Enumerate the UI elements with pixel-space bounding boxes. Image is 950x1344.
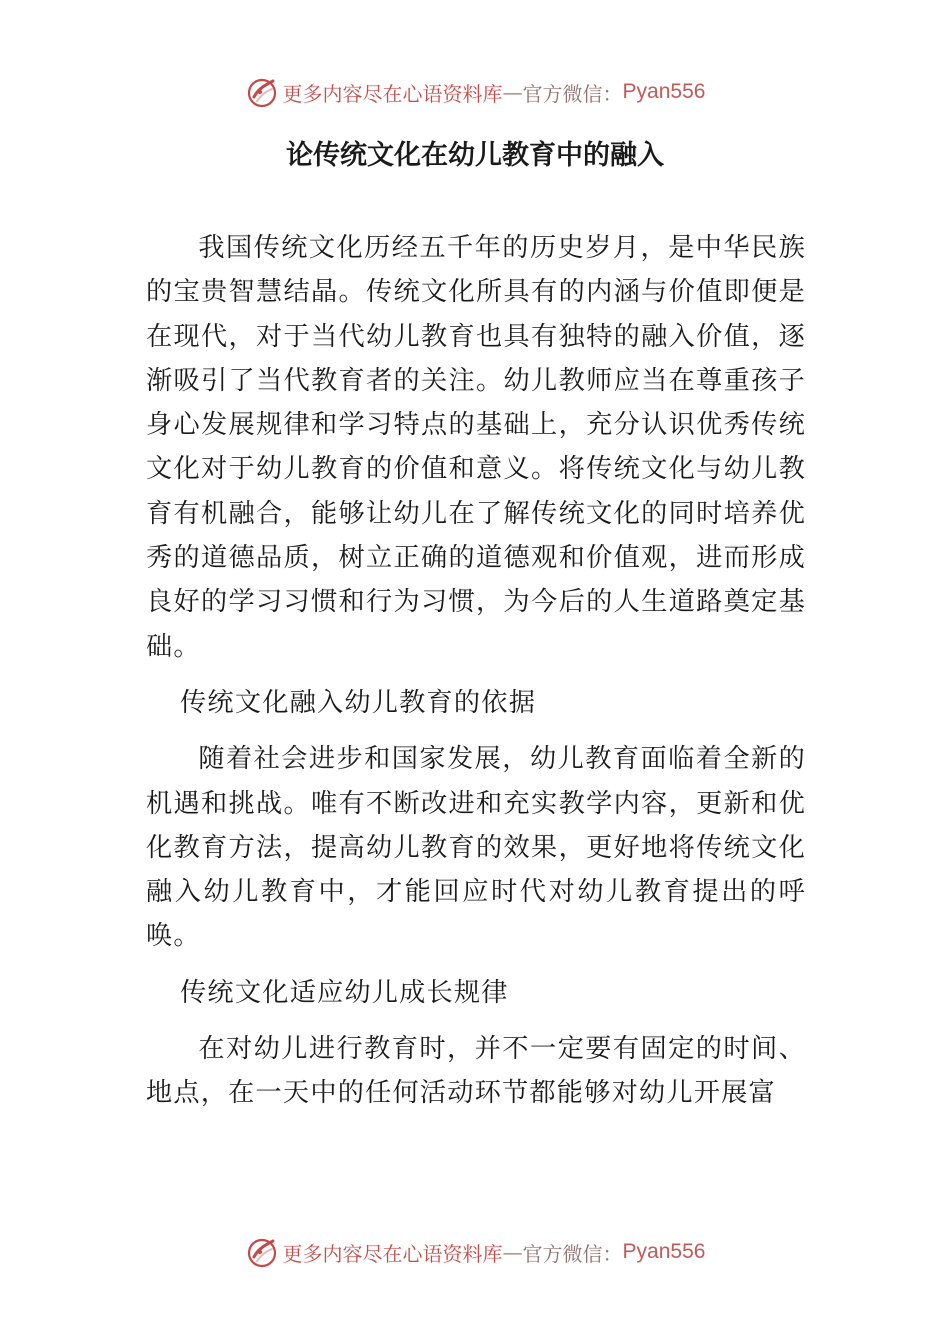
- header-banner: [0, 72, 950, 112]
- separator: —: [502, 1240, 523, 1264]
- wechat-id: Pyan556: [622, 80, 706, 103]
- document-title: 论传统文化在幼儿教育中的融入: [286, 140, 664, 171]
- section-paragraph: 在对幼儿进行教育时，并不一定要有固定的时间、地点，在一天中的任何活动环节都能够对幼儿开展富: [146, 1034, 806, 1109]
- intro-paragraph: 我国传统文化历经五千年的历史岁月，是中华民族的宝贵智慧结晶。传统文化所具有的内涵与价值即便是在现代，对于当代幼儿教育也具有独特的融入价值，逐渐吸引了当代教育者的关注。幼儿教师应当在尊重孩子身心发展规律和学习特点的基础上，充分认识优秀传统文化对于幼儿教育的价值和意义。将传统文化与幼儿教育有机融合，能够让幼儿在了解传统文化的同时培养优秀的道德品质，树立正确的道德观和价值观，进而形成良好的学习习惯和行为习惯，为今后的人生道路奠定基础。: [146, 233, 806, 662]
- document-body: [146, 226, 806, 1116]
- wechat-label: 官方微信：: [522, 1241, 623, 1266]
- brand-text: 更多内容尽在心语资料库: [282, 1241, 503, 1266]
- logo-icon: [245, 75, 279, 109]
- logo-icon: [245, 1235, 279, 1269]
- section-heading: 传统文化适应幼儿成长规律: [180, 977, 509, 1008]
- section-paragraph: 随着社会进步和国家发展，幼儿教育面临着全新的机遇和挑战。唯有不断改进和充实教学内容，更新和优化教育方法，提高幼儿教育的效果，更好地将传统文化融入幼儿教育中，才能回应时代对幼儿教育提出的呼唤。: [146, 744, 806, 952]
- section-heading: 传统文化融入幼儿教育的依据: [180, 687, 537, 718]
- separator: —: [502, 80, 523, 104]
- wechat-label: 官方微信：: [522, 81, 623, 106]
- wechat-id: Pyan556: [622, 1240, 706, 1263]
- footer-banner: [0, 1232, 950, 1272]
- brand-text: 更多内容尽在心语资料库: [282, 81, 503, 106]
